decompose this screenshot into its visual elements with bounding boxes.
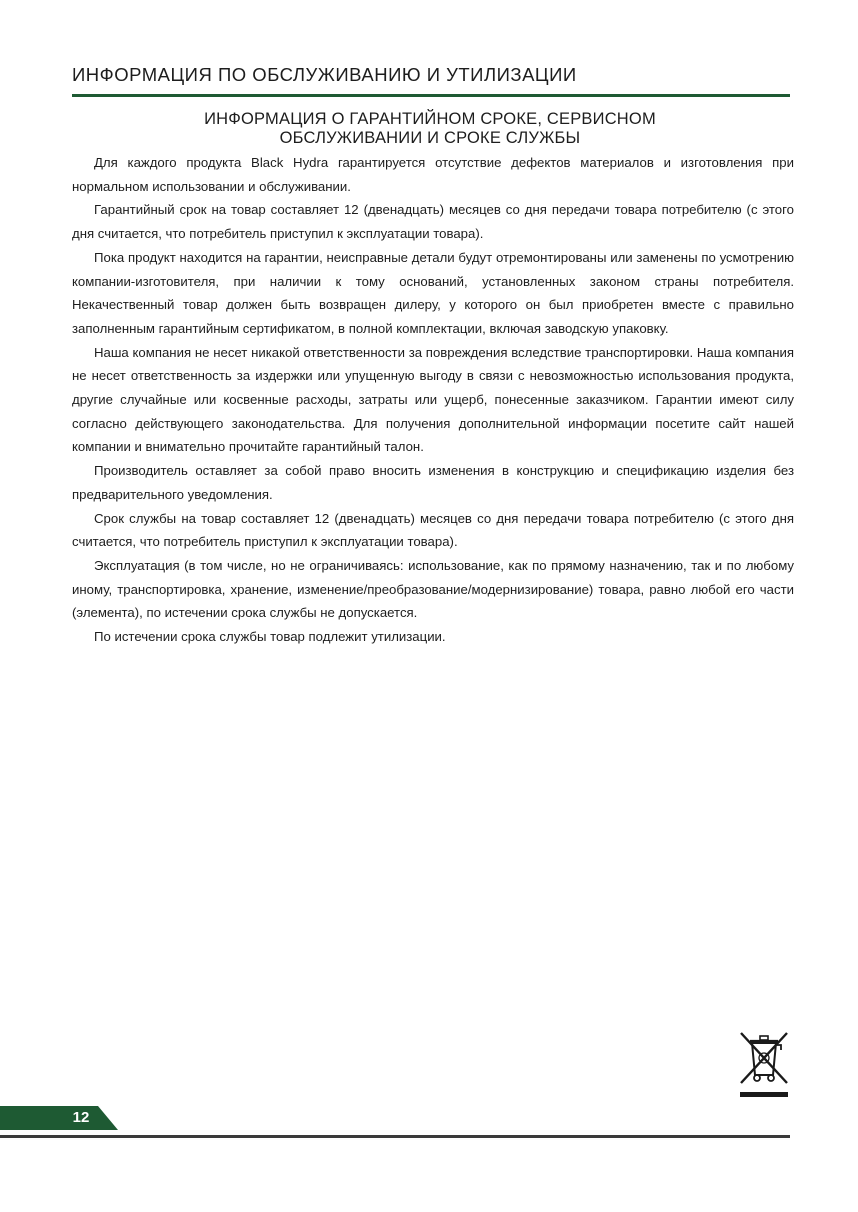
document-title xyxy=(180,110,680,148)
crossed-out-wheelie-bin-icon xyxy=(738,1030,790,1098)
document-title-line-1: ИНФОРМАЦИЯ О ГАРАНТИЙНОМ СРОКЕ, СЕРВИСНОМ xyxy=(204,110,656,128)
paragraph-repair-replacement: Пока продукт находится на гарантии, неисправные детали будут отремонтированы или заменены по усмотрению компании-изготовителя, при наличии к тому оснований, установленных законом страны потребителя. Некачественный товар должен быть возвращен дилеру, у которого он был приобретен вместе с правильно заполненным гарантийным сертификатом, в полной комплектации, включая заводскую упаковку. xyxy=(72,249,794,336)
paragraph-service-life: Срок службы на товар составляет 12 (двенадцать) месяцев со дня передачи товара потребителю (с этого дня считается, что потребитель приступил к эксплуатации товара). xyxy=(72,510,794,550)
header-divider xyxy=(72,94,790,97)
page-number: 12 xyxy=(72,1109,90,1126)
paragraph-warranty-defects: Для каждого продукта Black Hydra гарантируется отсутствие дефектов материалов и изготовления при нормальном использовании и обслуживании. xyxy=(72,155,794,194)
paragraph-design-changes: Производитель оставляет за собой право вносить изменения в конструкцию и спецификацию изделия без предварительного уведомления. xyxy=(72,463,794,502)
paragraph-liability: Наша компания не несет никакой ответственности за повреждения вследствие транспортировки. Наша компания не несет ответственность за издержки или упущенную выгоду в связи с невозможностью использования продукта, другие случайные или косвенные расходы, затраты или ущерб, понесенные заказчиком. Гарантии имеют силу согласно действующего законодательства. Для получения дополнительной информации посетите сайт нашей компании и внимательно прочитайте гарантийный талон. xyxy=(72,344,794,455)
document-title-line-2: ОБСЛУЖИВАНИИ И СРОКЕ СЛУЖБЫ xyxy=(279,129,581,147)
paragraph-warranty-period: Гарантийный срок на товар составляет 12 (двенадцать) месяцев со дня передачи товара потребителю (с этого дня считается, что потребитель приступил к эксплуатации товара). xyxy=(72,202,794,242)
document-body xyxy=(72,151,794,649)
footer-divider xyxy=(0,1135,790,1138)
paragraph-operation-restriction: Эксплуатация (в том числе, но не ограничиваясь: использование, как по прямому назначению, так и по любому иному, транспортировка, хранение, изменение/преобразование/модернизирование) товара, равно любой его части (элемента), по истечении срока службы не допускается. xyxy=(72,557,794,621)
paragraph-disposal: По истечении срока службы товар подлежит утилизации. xyxy=(94,629,446,645)
page-tab xyxy=(0,1106,118,1130)
section-header: ИНФОРМАЦИЯ ПО ОБСЛУЖИВАНИЮ И УТИЛИЗАЦИИ xyxy=(72,64,577,85)
